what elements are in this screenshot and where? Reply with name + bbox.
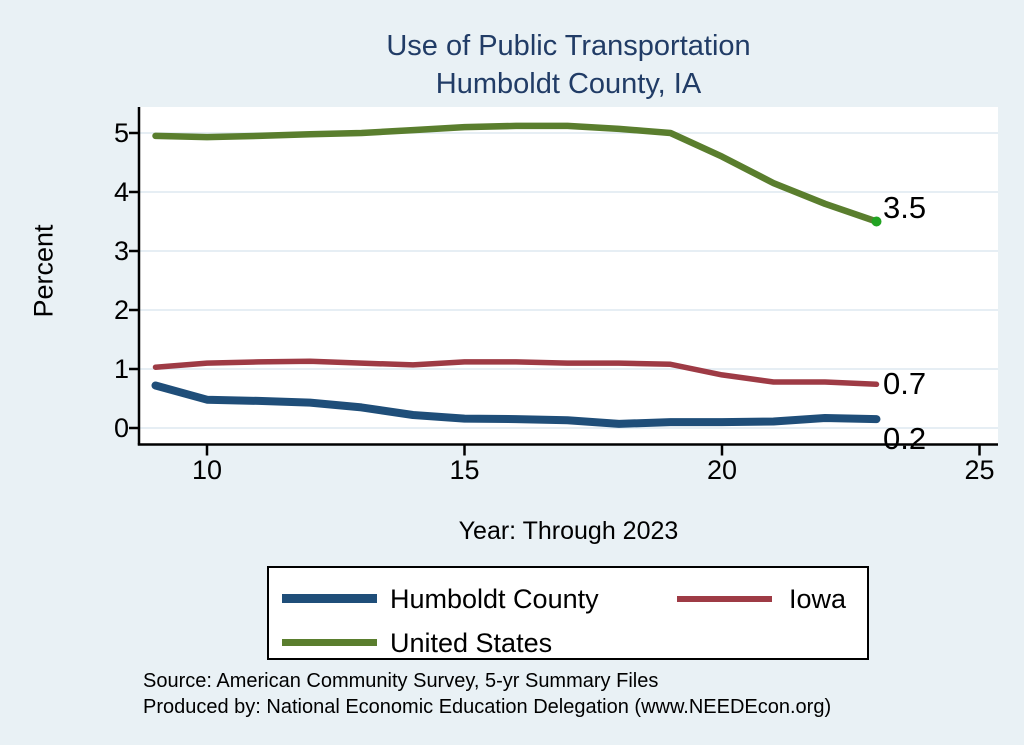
legend-swatch-united-states	[282, 639, 377, 646]
legend-swatch-humboldt-county	[282, 594, 377, 603]
y-tick-label-2: 2	[113, 295, 129, 325]
end-marker-united-states	[872, 217, 882, 227]
x-tick-label-15: 15	[449, 455, 480, 485]
y-axis-title: Percent	[28, 224, 59, 318]
x-tick-label-10: 10	[191, 455, 223, 485]
legend-label-humboldt-county: Humboldt County	[390, 584, 599, 614]
chart-title-line1: Use of Public Transportation	[386, 30, 751, 62]
x-tick-label-20: 20	[706, 455, 738, 485]
legend-label-iowa: Iowa	[789, 584, 847, 614]
legend	[267, 566, 869, 660]
legend-label-united-states: United States	[390, 628, 553, 658]
end-value-label-united-states: 3.5	[883, 189, 927, 225]
legend-swatch-iowa	[677, 596, 772, 602]
source-line: Source: American Community Survey, 5-yr Summary Files	[143, 670, 659, 692]
y-tick-label-3: 3	[113, 236, 129, 266]
x-tick-label-25: 25	[964, 455, 995, 485]
end-value-label-iowa: 0.7	[883, 366, 927, 402]
y-tick-label-5: 5	[113, 118, 129, 148]
end-value-label-humboldt-county: 0.2	[883, 421, 927, 457]
y-tick-label-1: 1	[113, 354, 129, 384]
x-axis-title: Year: Through 2023	[458, 517, 679, 545]
source-note	[143, 668, 831, 720]
produced-by-line: Produced by: National Economic Education Delegation (www.NEEDEcon.org)	[143, 696, 832, 718]
plot-area	[139, 107, 998, 445]
y-tick-label-4: 4	[113, 177, 129, 207]
chart-title-line2: Humboldt County, IA	[435, 68, 702, 100]
y-tick-label-0: 0	[113, 413, 129, 443]
